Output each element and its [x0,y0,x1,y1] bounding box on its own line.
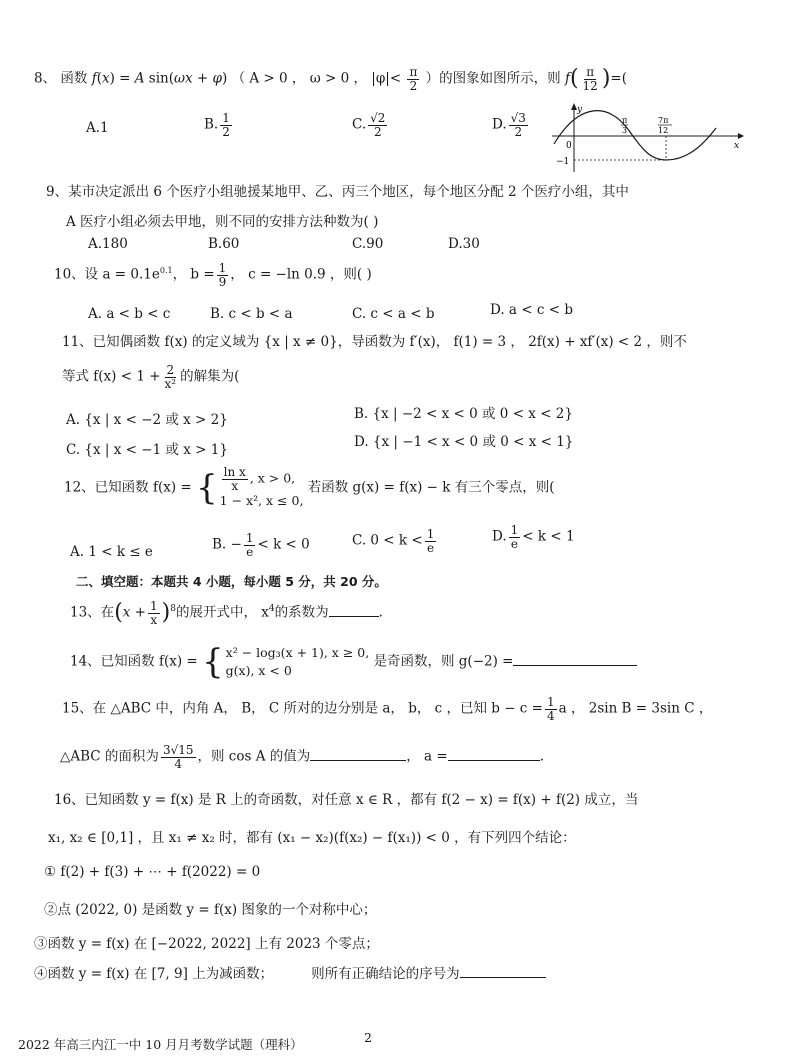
q13-line: 13、在(x + $\frac{1}{x}$ )$^8$的展开式中， $x^4$的系数为 . [70,599,383,627]
q12-line: 12、已知函数 f(x) = { $\frac{\text{ln x}}{x}$ , x > 0, 1 − x², x ≤ 0, 若函数 g(x) = f(x) − k 有三个零点，则( [64,466,555,510]
q12-piecewise: { $\frac{\text{ln x}}{x}$ , x > 0, 1 − x², x ≤ 0, [196,465,304,509]
q15-cosA-blank[interactable] [310,748,406,761]
q8-pi12: $\frac{\pi}{12}$ [582,65,598,93]
q8-option-a: A.1 [86,120,109,136]
q10-option-a: A. a < b < c [88,306,171,322]
q11-line1: 11、已知偶函数 f(x) 的定义域为 {x | x ≠ 0}，导函数为 f′(x)， f(1) = 3 ， 2f(x) + xf′(x) < 2 ，则不 [62,334,687,350]
x-label: x [734,141,740,151]
q10-option-c: C. c < a < b [352,306,435,322]
q11-option-b: B. {x | −2 < x < 0 或 0 < x < 2} [354,406,573,422]
q12-option-c: C. 0 < k < $\frac{1}{e}$ [352,527,435,555]
tick-pi3-n: π [622,116,628,125]
q10-line: 10、设 $a = 0.1e^{0.1}$， b = $\frac{1}{9}$ ， c = −ln 0.9 ，则( ) [54,261,372,289]
q15-a-blank[interactable] [448,748,540,761]
q14-answer-blank[interactable] [513,653,637,666]
q16-line1: 16、已知函数 y = f(x) 是 R 上的奇函数，对任意 x ∈ R ，都有 f(2 − x) = f(x) + f(2) 成立，当 [54,792,639,808]
q10-option-b: B. c < b < a [210,306,293,322]
q14-line: 14、已知函数 f(x) = { x² − log₃(x + 1), x ≥ 0, g(x), x < 0 是奇函数，则 g(−2) = [70,644,637,680]
q10-option-d: D. a < c < b [490,302,573,318]
neg-one-label: −1 [556,157,570,167]
q11-option-a: A. {x | x < −2 或 x > 2} [66,412,228,428]
q16-line2: x₁, x₂ ∈ [0,1] ，且 x₁ ≠ x₂ 时，都有 (x₁ − x₂)(f(x₂) − f(x₁)) < 0 ，有下列四个结论： [48,830,576,846]
q8-sine-graph [548,102,744,174]
q9-option-d: D.30 [448,236,480,252]
q15-line1: 15、在 △ABC 中，内角 A， B， C 所对的边分别是 a， b， c ，已知 b − c = $\frac{1}{4}$ a ， 2sin B = 3sin C ， [62,695,713,723]
q8-option-d: D. $\frac{√3}{2}$ [492,111,526,139]
q8-end: =( [610,70,627,87]
q9-option-c: C.90 [352,236,384,252]
q9-line2: A 医疗小组必须去甲地，则不同的安排方法种数为( ) [66,214,379,230]
q8-option-b: B. $\frac{1}{2}$ [204,111,230,139]
sine-curve [554,111,716,160]
page-number: 2 [364,1030,372,1045]
q11-line2: 等式 f(x) < 1 + $\frac{2}{\text{x²}}$ 的解集为( [62,363,240,391]
tick-7pi12-d: 12 [658,126,669,135]
q8-cond-phi: |φ|< [371,70,402,87]
q8-func: f [91,70,97,87]
page-footer-title: 2022 年高三内江一中 10 月月考数学试题（理科） [18,1037,303,1052]
q12-option-b: B. − $\frac{1}{e}$ < k < 0 [212,531,310,559]
q12-option-d: D. $\frac{1}{e}$ < k < 1 [492,523,575,551]
q11-option-c: C. {x | x < −1 或 x > 1} [66,442,228,458]
tick-pi3-d: 3 [622,126,628,135]
q8-cond-a: （ A > 0 ， [231,70,306,87]
tick-7pi12-n: 7π [658,116,669,125]
q15-line2: △ABC 的面积为 $\frac{3√15}{4}$ ，则 cos A 的值为 ， a = . [60,743,544,771]
q8-num: 8、 [34,70,57,87]
y-label: y [577,105,583,115]
section-fill-in-title: 二、填空题：本题共 4 小题，每小题 5 分，共 20 分。 [76,574,387,589]
q16-conclusion-3: ③函数 y = f(x) 在 [−2022, 2022] 上有 2023 个零点； [34,936,379,952]
q8-option-c: C. $\frac{√2}{2}$ [352,111,386,139]
q8-tail: ）的图象如图所示，则 [425,70,561,87]
q12-option-a: A. 1 < k ≤ e [70,544,153,560]
q16-conclusion-1: ① f(2) + f(3) + ⋯ + f(2022) = 0 [44,864,261,880]
q11-option-d: D. {x | −1 < x < 0 或 0 < x < 1} [354,434,574,450]
q9-option-a: A.180 [88,236,128,252]
q9-line1: 9、某市决定派出 6 个医疗小组驰援某地甲、乙、丙三个地区，每个地区分配 2 个医疗小组，其中 [46,184,629,200]
q16-conclusion-2: ②点 (2022, 0) 是函数 y = f(x) 图象的一个对称中心； [44,902,377,918]
q16-answer-blank[interactable] [460,965,546,978]
q8-text: 函数 [60,70,88,87]
q13-answer-blank[interactable] [329,604,379,617]
q9-option-b: B.60 [208,236,240,252]
q8-cond-w: ω > 0 ， [309,70,367,87]
q16-conclusion-4: ④函数 y = f(x) 在 [7, 9] 上为减函数； 则所有正确结论的序号为 [34,962,546,982]
origin-label: 0 [566,141,572,151]
q8-pi-half: $\frac{\pi}{2}$ [409,65,418,93]
x-axis-arrow [738,133,744,139]
q8-line: 8、 函数 f(x) = A sin(ωx + φ) （ A > 0 ， ω > 0 ， |φ|< $\frac{\pi}{2}$ ）的图象如图所示，则 f( $\frac{\pi}{12}$ )=( [34,65,627,93]
q14-piecewise: { x² − log₃(x + 1), x ≥ 0, g(x), x < 0 [202,642,370,683]
